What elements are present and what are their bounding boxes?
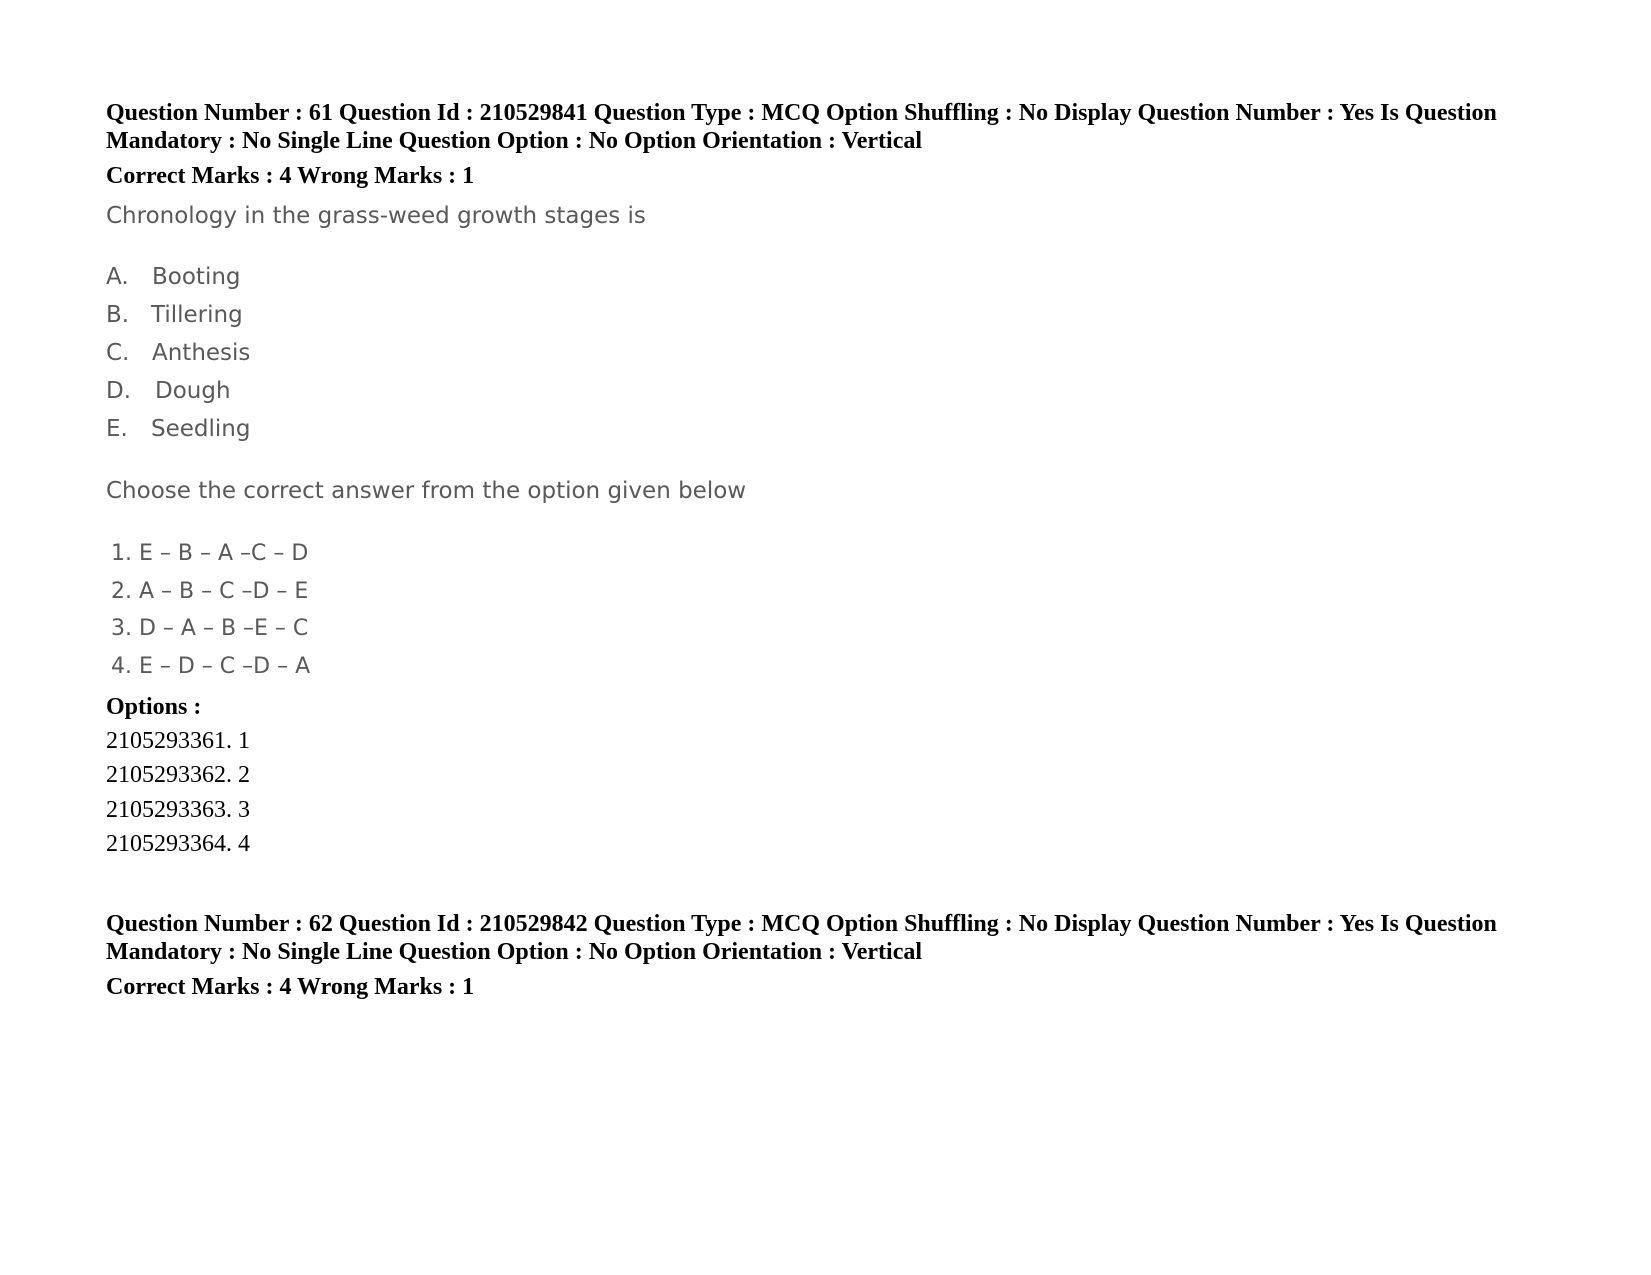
stage-letter: A. [106,264,129,290]
question-61-meta-line-1: Question Number : 61 Question Id : 210529841 Question Type : MCQ Option Shuffling : No Display Question Number : Yes Is Question [106,100,1497,126]
stage-item-c [106,339,250,367]
question-62-meta [106,910,1566,966]
options-heading: Options : [106,694,202,720]
stage-letter: E. [106,416,128,442]
option-item-2: 2105293362. 2 [106,762,250,788]
question-61-instruction: Choose the correct answer from the option given below [106,478,747,504]
option-item-3: 2105293363. 3 [106,797,250,823]
option-item-1: 2105293361. 1 [106,728,250,754]
stage-item-b [106,301,243,329]
question-61-text: Chronology in the grass-weed growth stages is [106,203,646,229]
stage-text: Booting [152,264,241,290]
answer-choice-2: 2. A – B – C –D – E [111,579,309,604]
stage-text: Dough [155,378,231,404]
answer-choice-1: 1. E – B – A –C – D [111,541,309,566]
question-62-marks: Correct Marks : 4 Wrong Marks : 1 [106,974,475,1000]
stage-text: Anthesis [152,340,251,366]
stage-letter: B. [106,302,130,328]
question-61-meta-line-2: Mandatory : No Single Line Question Option : No Option Orientation : Vertical [106,128,923,154]
stage-item-a [106,263,241,291]
answer-choice-4: 4. E – D – C –D – A [111,654,311,679]
stage-text: Tillering [151,302,243,328]
question-61-marks: Correct Marks : 4 Wrong Marks : 1 [106,163,475,189]
answer-choice-3: 3. D – A – B –E – C [111,616,309,641]
stage-letter: D. [106,378,132,404]
stage-item-d [106,377,231,405]
question-62-meta-line-2: Mandatory : No Single Line Question Option : No Option Orientation : Vertical [106,939,923,965]
question-62-meta-line-1: Question Number : 62 Question Id : 210529842 Question Type : MCQ Option Shuffling : No Display Question Number : Yes Is Question [106,911,1497,937]
stage-item-e [106,415,250,443]
question-61-meta [106,99,1566,155]
option-item-4: 2105293364. 4 [106,831,250,857]
stage-text: Seedling [151,416,251,442]
stage-letter: C. [106,340,130,366]
